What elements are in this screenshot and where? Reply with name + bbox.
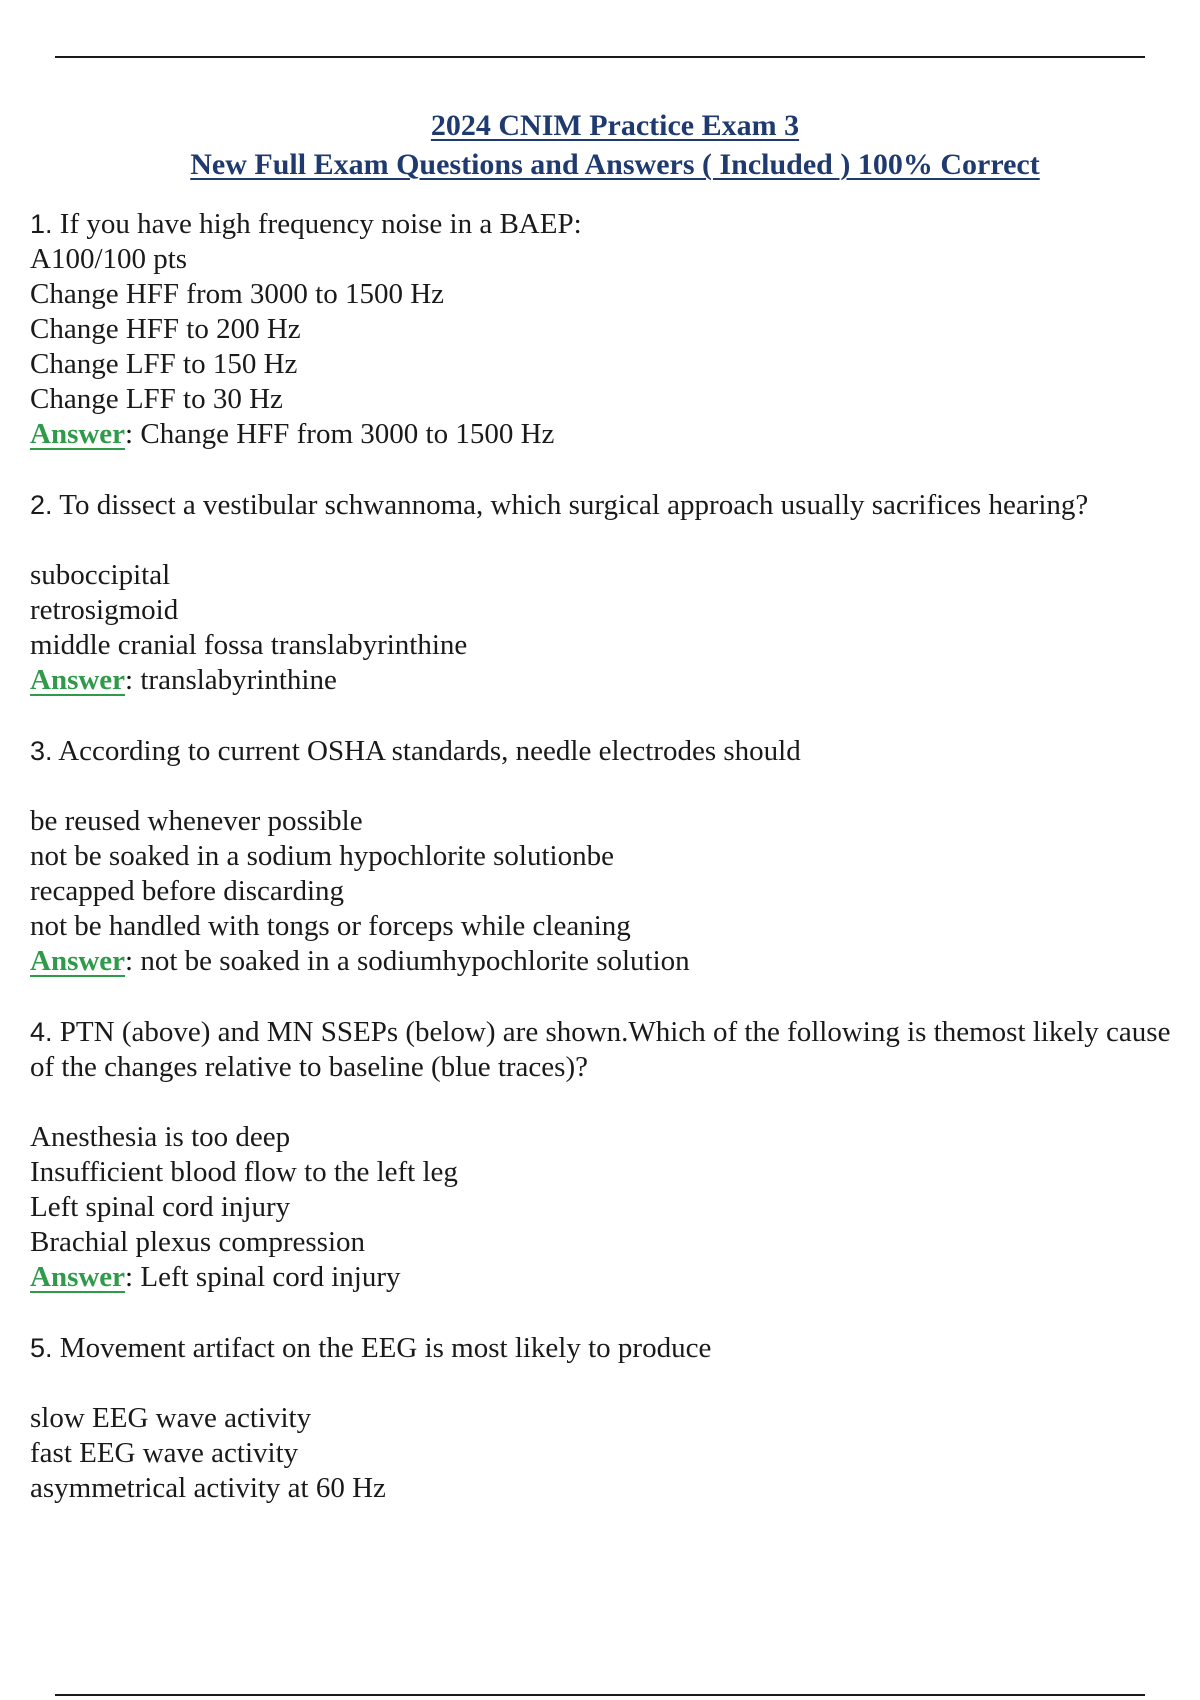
answer-option: not be soaked in a sodium hypochlorite solutionbe xyxy=(30,840,614,872)
question-prompt: Movement artifact on the EEG is most likely to produce xyxy=(59,1332,712,1364)
question-4 xyxy=(30,1015,1190,1295)
spacer xyxy=(30,523,1190,558)
spacer xyxy=(30,1085,1190,1120)
answer-text: : Left spinal cord injury xyxy=(125,1261,401,1293)
question-number: 1. xyxy=(30,209,53,239)
question-text xyxy=(30,1331,1190,1366)
answer-option: middle cranial fossa translabyrinthine xyxy=(30,629,468,661)
spacer xyxy=(30,769,1190,804)
answer-option: Change LFF to 150 Hz xyxy=(30,348,298,380)
question-prompt: According to current OSHA standards, needle electrodes should xyxy=(58,735,801,767)
question-prompt: PTN (above) and MN SSEPs (below) are shown.Which of the following is themost likely cause of the changes relative to baseline (blue traces)? xyxy=(30,1016,1171,1083)
answer-option: be reused whenever possible xyxy=(30,805,363,837)
question-5 xyxy=(30,1331,1190,1506)
correct-answer xyxy=(30,944,1190,979)
correct-answer xyxy=(30,663,1190,698)
bottom-divider xyxy=(55,1694,1145,1696)
answer-text: : not be soaked in a sodiumhypochlorite solution xyxy=(125,945,690,977)
answer-option: Insufficient blood flow to the left leg xyxy=(30,1156,458,1188)
question-number: 4. xyxy=(30,1017,53,1047)
questions-list xyxy=(30,207,1190,1542)
question-3 xyxy=(30,734,1190,979)
correct-answer xyxy=(30,1260,1190,1295)
correct-answer xyxy=(30,417,1190,452)
answer-option: recapped before discarding xyxy=(30,875,345,907)
spacer xyxy=(30,1366,1190,1401)
answer-option: Change HFF from 3000 to 1500 Hz xyxy=(30,278,445,310)
answer-label: Answer xyxy=(30,1261,126,1293)
question-2 xyxy=(30,488,1190,698)
answer-option: Anesthesia is too deep xyxy=(30,1121,291,1153)
answer-label: Answer xyxy=(30,664,126,696)
answer-option: Brachial plexus compression xyxy=(30,1226,366,1258)
answer-option: fast EEG wave activity xyxy=(30,1437,299,1469)
answer-option: suboccipital xyxy=(30,559,171,591)
question-text xyxy=(30,734,1190,769)
question-prompt: If you have high frequency noise in a BAEP: xyxy=(59,208,582,240)
question-text xyxy=(30,488,1190,523)
question-number: 3. xyxy=(30,736,53,766)
question-number: 2. xyxy=(30,490,53,520)
answer-option: asymmetrical activity at 60 Hz xyxy=(30,1472,386,1504)
question-number: 5. xyxy=(30,1333,53,1363)
page-subtitle: New Full Exam Questions and Answers ( Included ) 100% Correct xyxy=(190,148,1040,181)
question-1 xyxy=(30,207,1190,452)
answer-option: slow EEG wave activity xyxy=(30,1402,312,1434)
question-prompt: To dissect a vestibular schwannoma, which surgical approach usually sacrifices hearing? xyxy=(59,489,1089,521)
answer-option: retrosigmoid xyxy=(30,594,179,626)
top-divider xyxy=(55,56,1145,58)
answer-option: Change HFF to 200 Hz xyxy=(30,313,301,345)
answer-text: : Change HFF from 3000 to 1500 Hz xyxy=(125,418,555,450)
page-title: 2024 CNIM Practice Exam 3 xyxy=(430,109,800,142)
answer-label: Answer xyxy=(30,418,126,450)
document-header xyxy=(0,106,1200,184)
answer-option: Left spinal cord injury xyxy=(30,1191,291,1223)
question-text xyxy=(30,207,1190,242)
answer-label: Answer xyxy=(30,945,126,977)
answer-option: not be handled with tongs or forceps while cleaning xyxy=(30,910,631,942)
answer-option: Change LFF to 30 Hz xyxy=(30,383,283,415)
answer-option: A100/100 pts xyxy=(30,243,188,275)
answer-text: : translabyrinthine xyxy=(125,664,337,696)
question-text xyxy=(30,1015,1190,1085)
